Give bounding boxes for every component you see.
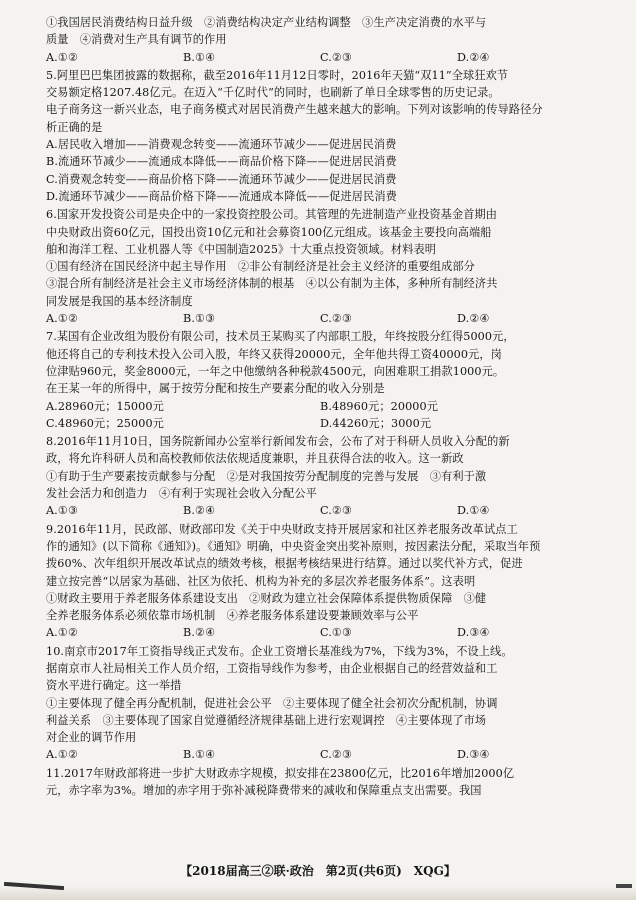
q10-option-line: 对企业的调节作用 <box>46 731 137 745</box>
q7-stem: 7.某国有企业改组为股份有限公司，技术员王某购买了内部职工股，年终按股分红得5000元， <box>46 330 515 344</box>
choice-a: A.①② <box>46 748 79 762</box>
q9-stem: 建立按完善“以居家为基础、社区为依托、机构为补充的多层次养老服务体系”。这表明 <box>46 574 476 588</box>
exam-page <box>46 14 594 799</box>
choice-d: D.②④ <box>457 312 490 326</box>
q7-choices-row1 <box>46 398 594 415</box>
q11-stem: 元，赤字率为3%。增加的赤字用于弥补减税降费带来的减收和保障重点支出需要。我国 <box>46 784 482 798</box>
q6-stem: 舶和海洋工程、工业机器人等《中国制造2025》十大重点投资领域。材料表明 <box>46 242 437 256</box>
q5-stem: 交易额定格1207.48亿元。在迈入“千亿时代”的同时，也刷新了单日全球零售的历史记录。 <box>46 86 500 100</box>
choice-c: C.②③ <box>320 312 353 326</box>
q8-stem: 8.2016年11月10日，国务院新闻办公室举行新闻发布会，公布了对于科研人员收入分配的新 <box>46 435 510 449</box>
choice-a: A.①② <box>46 50 79 64</box>
q9-option-line: 全养老服务体系必须依靠市场机制 ④养老服务体系建设要兼顾效率与公平 <box>46 609 419 623</box>
choice-b: B.②④ <box>183 626 216 640</box>
q10-option-line: 利益关系 ③主要体现了国家自觉遵循经济规律基础上进行宏观调控 ④主要体现了市场 <box>46 713 487 727</box>
q10-stem: 资水平进行确定。这一举措 <box>46 679 182 693</box>
q5-choice: A.居民收入增加——消费观念转变——流通环节减少——促进居民消费 <box>46 138 397 152</box>
choice-c: C.②③ <box>320 504 353 518</box>
q9-stem: 作的通知》(以下简称《通知》)。《通知》明确，中央资金突出奖补原则，按因素法分配，采取当年预 <box>46 539 541 553</box>
q6-option-line: 同发展是我国的基本经济制度 <box>46 294 193 308</box>
choice-c: C.①③ <box>320 626 353 640</box>
q8-choices <box>46 502 594 519</box>
choice-d: D.①④ <box>457 504 490 518</box>
q11-stem: 11.2017年财政部将进一步扩大财政赤字规模，拟安排在23800亿元，比2016年增加2000亿 <box>46 766 515 780</box>
choice-d: D.③④ <box>457 748 490 762</box>
q7-stem: 在王某一年的所得中，属于按劳分配和按生产要素分配的收入分别是 <box>46 382 385 396</box>
choice-c: C.②③ <box>320 50 353 64</box>
q8-stem: 政，将允许科研人员和高校教师依法依规适度兼职，并且获得合法的收入。这一新政 <box>46 452 464 466</box>
q9-stem: 9.2016年11月，民政部、财政部印发《关于中央财政支持开展居家和社区养老服务改革试点工 <box>46 522 518 536</box>
choice-a: A.①② <box>46 626 79 640</box>
q5-stem: 析正确的是 <box>46 120 103 134</box>
q4-option-line: ①我国居民消费结构日益升级 ②消费结构决定产业结构调整 ③生产决定消费的水平与 <box>46 16 487 29</box>
choice-b: B.48960元；20000元 <box>320 399 439 413</box>
q4-option-line: 质量 ④消费对生产具有调节的作用 <box>46 33 227 47</box>
choice-a: A.①③ <box>46 504 79 518</box>
q4-choices <box>46 49 594 66</box>
q5-stem: 5.阿里巴巴集团披露的数据称，截至2016年11月12日零时，2016年天猫“双11”全球狂欢节 <box>46 68 509 82</box>
choice-b: B.①④ <box>183 50 216 64</box>
choice-c: C.②③ <box>320 748 353 762</box>
q10-stem: 据南京市人社局相关工作人员介绍，工资指导线作为参考，由企业根据自己的经营效益和工 <box>46 661 498 675</box>
q8-option-line: 发社会活力和创造力 ④有利于实现社会收入分配公平 <box>46 487 317 501</box>
q5-stem: 电子商务这一新兴业态，电子商务模式对居民消费产生越来越大的影响。下列对该影响的传导路径分 <box>46 103 543 117</box>
q7-stem: 位津贴960元，奖金8000元，一年之中他缴纳各种税款4500元，向困难职工捐款1000元。 <box>46 364 505 378</box>
scan-mark-right <box>616 884 632 888</box>
choice-d: D.②④ <box>457 50 490 64</box>
q5-choice: D.流通环节减少——商品价格下降——流通成本降低——促进居民消费 <box>46 189 397 203</box>
scan-bottom-edge <box>0 886 636 900</box>
choice-d: D.③④ <box>457 626 490 640</box>
q10-stem: 10.南京市2017年工资指导线正式发布。企业工资增长基准线为7%，下线为3%，不设上线。 <box>46 644 513 658</box>
q6-stem: 中央财政出资60亿元，国投出资10亿元和社会募资100亿元组成。该基金主要投向高端船 <box>46 225 492 239</box>
choice-b: B.①③ <box>183 312 216 326</box>
q10-option-line: ①主要体现了健全再分配机制，促进社会公平 ②主要体现了健全社会初次分配机制，协调 <box>46 696 498 710</box>
q7-stem: 他还将自己的专利技术投入公司入股，年终又获得20000元，全年他共得工资40000元，岗 <box>46 347 502 361</box>
q9-choices <box>46 624 594 641</box>
q7-choices-row2 <box>46 415 594 432</box>
choice-a: A.28960元；15000元 <box>46 399 164 413</box>
q6-option-line: ①国有经济在国民经济中起主导作用 ②非公有制经济是社会主义经济的重要组成部分 <box>46 260 475 274</box>
page-footer: 【2018届高三②联·政治 第2页(共6页) XQG】 <box>180 864 456 878</box>
choice-b: B.②④ <box>183 504 216 518</box>
q6-choices <box>46 310 594 327</box>
choice-c: C.48960元；25000元 <box>46 416 164 430</box>
choice-b: B.①④ <box>183 748 216 762</box>
q8-option-line: ①有助于生产要素按贡献参与分配 ②是对我国按劳分配制度的完善与发展 ③有利于激 <box>46 469 487 483</box>
q6-stem: 6.国家开发投资公司是央企中的一家投资控股公司。其管理的先进制造产业投资基金首期由 <box>46 208 498 222</box>
q5-choice: B.流通环节减少——流通成本降低——商品价格下降——促进居民消费 <box>46 155 397 169</box>
q9-option-line: ①财政主要用于养老服务体系建设支出 ②财政为建立社会保障体系提供物质保障 ③健 <box>46 591 487 605</box>
q10-choices <box>46 746 594 763</box>
q5-choice: C.消费观念转变——商品价格下降——流通环节减少——促进居民消费 <box>46 172 397 186</box>
q6-option-line: ③混合所有制经济是社会主义市场经济体制的根基 ④以公有制为主体，多种所有制经济共 <box>46 277 498 291</box>
q9-stem: 拨60%、次年组织开展改革试点的绩效考核，根据考核结果进行结算。通过以奖代补方式，促进 <box>46 557 523 571</box>
choice-a: A.①② <box>46 312 79 326</box>
choice-d: D.44260元；3000元 <box>320 416 432 430</box>
